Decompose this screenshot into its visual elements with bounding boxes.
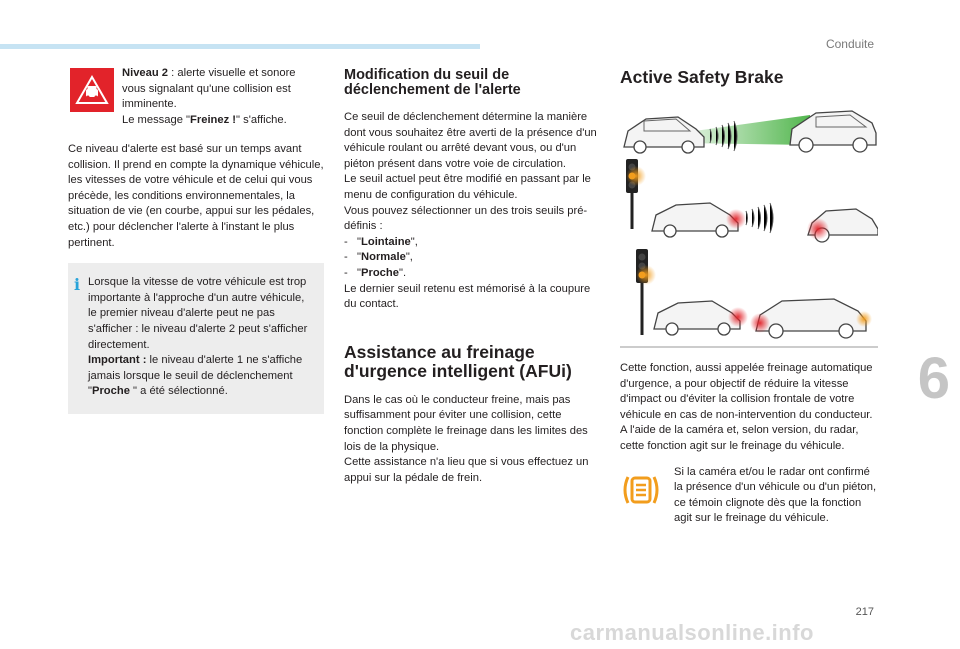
threshold-option-1: - "Lointaine", xyxy=(344,235,418,248)
header-bar xyxy=(0,44,480,49)
warning-msg-prefix: Le message " xyxy=(122,113,191,126)
threshold-para-3: Vous pouvez sélectionner un des trois seuils pré-définis : xyxy=(344,204,588,233)
threshold-option-2: - "Normale", xyxy=(344,251,413,264)
warning-text xyxy=(122,66,322,128)
info-box xyxy=(68,263,324,414)
afui-para-2: Cette assistance n'a lieu que si vous effectuez un appui sur la pédale de frein. xyxy=(344,456,589,484)
chapter-number: 6 xyxy=(917,346,950,411)
afui-para-1: Dans le cas où le conducteur freine, mais pas suffisamment pour éviter une collision, cette fonction complète le freinage dans les limites des lois de la physique. xyxy=(344,393,588,453)
asb-title: Active Safety Brake xyxy=(620,67,784,87)
warning-level-2 xyxy=(68,66,324,128)
important-bold: Proche xyxy=(91,385,130,398)
collision-warning-icon xyxy=(70,68,114,112)
column-3 xyxy=(620,66,878,545)
scene-1 xyxy=(624,111,876,153)
warning-level-label: Niveau 2 xyxy=(122,67,169,79)
important-label: Important : xyxy=(88,354,147,367)
info-icon: i xyxy=(74,275,81,295)
warning-lamp-block xyxy=(620,465,878,545)
lamp-text: Si la caméra et/ou le radar ont confirmé la présence d'un véhicule ou d'un piéton, ce témoin clignote dès que la fonction agit sur le freinage du véhicule. xyxy=(674,465,877,525)
asb-para-1: Cette fonction, aussi appelée freinage automatique d'urgence, a pour objectif de réduire la vitesse d'impact ou d'éviter la collision frontale de votre véhicule en cas de non-intervention du conducteur. xyxy=(620,362,873,421)
asb-illustration xyxy=(620,103,878,349)
option-proche: Proche xyxy=(361,266,399,279)
threshold-para-2: Le seuil actuel peut être modifié en passant par le menu de configuration du véhicule. xyxy=(344,173,591,201)
column-1 xyxy=(68,66,324,414)
threshold-title: Modification du seuil de déclenchement de l'alerte xyxy=(344,67,521,98)
section-title: Conduite xyxy=(825,37,874,51)
column-2 xyxy=(344,66,600,486)
asb-para-2: A l'aide de la caméra et, selon version, du radar, cette fonction agit sur le freinage du véhicule. xyxy=(620,424,859,452)
page-number: 217 xyxy=(855,606,874,618)
important-suffix: " a été sélectionné. xyxy=(129,385,228,398)
watermark: carmanualsonline.info xyxy=(570,620,814,645)
afui-title: Assistance au freinage d'urgence intelligent (AFUi) xyxy=(344,341,572,381)
warning-msg-suffix: " s'affiche. xyxy=(236,113,287,126)
option-lointaine: Lointaine xyxy=(361,235,411,248)
brake-warning-lamp-icon xyxy=(620,469,662,511)
option-normale: Normale xyxy=(361,251,406,264)
threshold-para-1: Ce seuil de déclenchement détermine la manière dont vous souhaitez être averti de la présence d'un véhicule roulant ou arrêté devant vous, ou d'un piéton présent dans votre voie de circulation. xyxy=(344,111,597,170)
alert-basis-paragraph: Ce niveau d'alerte est basé sur un temps avant collision. Il prend en compte la dynamique véhicule, les vitesses de votre véhicule et de celui qui vous précède, les conditions environnementales, la situation de vie (en courbe, appui sur les pédales, etc.) pour déclencher l'alerte à l'instant le plus pertinent. xyxy=(68,143,324,249)
warning-level-desc: : alerte visuelle et sonore vous signalant qu'une collision est imminente. xyxy=(122,67,296,111)
threshold-option-3: - "Proche". xyxy=(344,266,407,279)
info-text: Lorsque la vitesse de votre véhicule est trop importante à l'approche d'un autre véhicule, le premier niveau d'alerte peut ne pas s'afficher : le niveau d'alerte 2 peut s'afficher directement. xyxy=(88,276,308,351)
scene-3 xyxy=(620,249,878,347)
scene-2 xyxy=(626,159,878,242)
warning-msg-bold: Freinez ! xyxy=(190,113,237,126)
threshold-para-4: Le dernier seuil retenu est mémorisé à la coupure du contact. xyxy=(344,282,591,311)
info-important xyxy=(88,353,314,400)
important-text: le niveau d'alerte 1 ne s'affiche jamais lorsque le seuil de déclenchement " xyxy=(88,354,303,398)
